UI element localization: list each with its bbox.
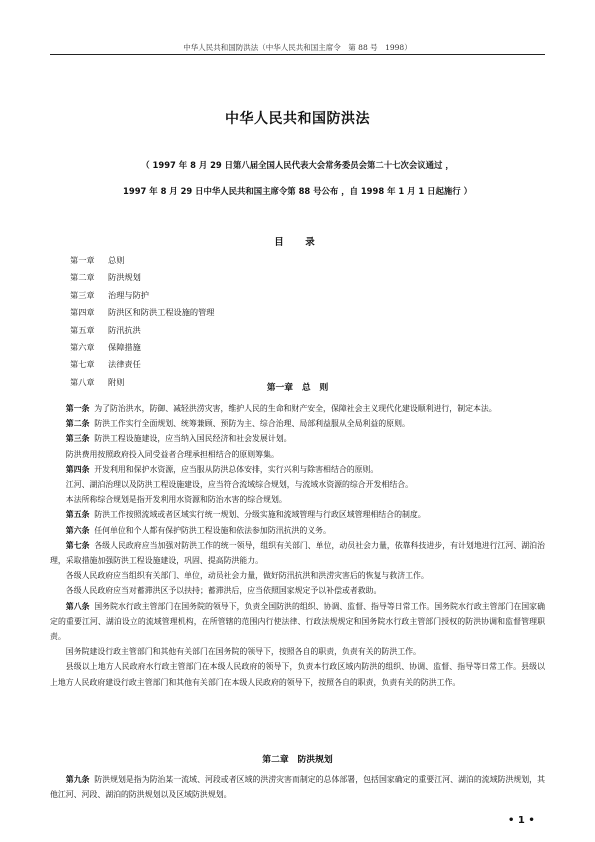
article-number: 第二条: [65, 419, 90, 429]
article-paragraph: [50, 492, 545, 507]
chapter-2-body: [50, 772, 545, 802]
toc-title: 目 录: [274, 237, 321, 248]
article-paragraph: [50, 447, 545, 462]
document-title: 中华人民共和国防洪法: [225, 111, 370, 127]
article-paragraph: [50, 507, 545, 522]
article-number: 第六条: [65, 525, 90, 535]
toc-item[interactable]: [70, 356, 470, 373]
article-text: 防洪工作按照流域或者区域实行统一规划、分级实施和流域管理与行政区域管理相结合的制度。: [94, 510, 426, 520]
article-text: 各级人民政府应当对蓄滞洪区予以扶持；蓄滞洪后，应当依照国家规定予以补偿或者救助。: [65, 586, 382, 596]
article-paragraph: [50, 659, 545, 689]
article-paragraph: [50, 462, 545, 477]
toc-chapter-number: 第七章: [70, 359, 95, 370]
toc-chapter-number: 第四章: [70, 307, 95, 318]
article-text: 各级人民政府应当组织有关部门、单位，动员社会力量，做好防汛抗洪和洪涝灾害后的恢复与救济工作。: [65, 571, 429, 581]
header-rule: [50, 54, 545, 55]
page-number: • 1 •: [508, 815, 535, 826]
article-text: 国务院水行政主管部门在国务院的领导下，负责全国防洪的组织、协调、监督、指导等日常工作。国务院水行政主管部门在国家确定的重要江河、湖泊设立的流域管理机构，在所管辖的范围内行使法律、行政法规规定和国务院水行政主管部门授权的防洪协调和监督管理职责。: [50, 601, 545, 642]
article-text: 防洪工程设施建设，应当纳入国民经济和社会发展计划。: [94, 434, 292, 444]
article-paragraph: [50, 523, 545, 538]
article-paragraph: [50, 644, 545, 659]
toc-chapter-name: 防汛抗洪: [108, 324, 141, 335]
toc-chapter-name: 防洪规划: [108, 272, 141, 283]
article-text: 为了防治洪水，防御、减轻洪涝灾害，维护人民的生命和财产安全，保障社会主义现代化建设顺利进行，制定本法。: [94, 404, 497, 413]
article-number: 第五条: [65, 510, 90, 520]
article-paragraph: [50, 401, 545, 416]
toc-chapter-name: 保障措施: [108, 341, 141, 352]
article-text: 防洪规划是指为防治某一流域、河段或者区域的洪涝灾害而制定的总体部署，包括国家确定的重要江河、湖泊的流域防洪规划，其他江河、河段、湖泊的防洪规划以及区域防洪规划。: [50, 775, 545, 800]
article-paragraph: [50, 583, 545, 598]
toc-item[interactable]: [70, 322, 470, 339]
article-paragraph: [50, 431, 545, 446]
toc-item[interactable]: [70, 339, 470, 356]
running-header: 中华人民共和国防洪法（中华人民共和国主席令 第 88 号 1998）: [183, 43, 412, 52]
article-text: 各级人民政府应当加强对防洪工作的统一领导，组织有关部门、单位，动员社会力量，依靠科技进步，有计划地进行江河、湖泊治理，采取措施加强防洪工程设施建设，巩固、提高防洪能力。: [50, 540, 545, 566]
toc-chapter-number: 第八章: [70, 376, 95, 387]
article-text: 江河、湖泊治理以及防洪工程设施建设，应当符合流域综合规划，与流域水资源的综合开发相结合。: [65, 480, 413, 490]
article-text: 本法所称综合规划是指开发利用水资源和防治水害的综合规划。: [65, 495, 287, 505]
article-text: 国务院建设行政主管部门和其他有关部门在国务院的领导下，按照各自的职责，负责有关的防洪工作。: [65, 647, 421, 657]
article-paragraph: [50, 416, 545, 431]
article-paragraph: [50, 772, 545, 802]
toc-chapter-name: 总则: [108, 255, 125, 265]
toc-chapter-name: 防洪区和防洪工程设施的管理: [108, 307, 215, 318]
table-of-contents: [70, 252, 470, 391]
toc-chapter-name: 治理与防护: [108, 289, 149, 300]
article-paragraph: [50, 568, 545, 583]
toc-chapter-number: 第五章: [70, 324, 95, 335]
article-number: 第七条: [65, 540, 90, 550]
toc-item[interactable]: [70, 287, 470, 304]
toc-chapter-number: 第三章: [70, 289, 95, 300]
article-text: 防洪工作实行全面规划、统筹兼顾、预防为主、综合治理、局部利益服从全局利益的原则。: [94, 419, 410, 429]
article-text: 任何单位和个人都有保护防洪工程设施和依法参加防汛抗洪的义务。: [94, 525, 331, 535]
toc-chapter-number: 第一章: [70, 255, 95, 265]
toc-chapter-name: 法律责任: [108, 359, 141, 370]
article-number: 第九条: [65, 775, 90, 784]
toc-chapter-number: 第六章: [70, 341, 95, 352]
toc-chapter-number: 第二章: [70, 272, 95, 283]
article-text: 开发利用和保护水资源，应当服从防洪总体安排，实行兴利与除害相结合的原则。: [94, 464, 379, 474]
article-paragraph: [50, 477, 545, 492]
article-number: 第三条: [65, 434, 90, 444]
chapter-1-heading: 第一章 总 则: [266, 383, 329, 393]
chapter-2-heading: 第二章 防洪规划: [262, 755, 333, 765]
article-paragraph: [50, 599, 545, 645]
chapter-1-body: [50, 401, 545, 690]
toc-item[interactable]: [70, 252, 470, 269]
article-number: 第八条: [65, 601, 90, 611]
article-number: 第四条: [65, 464, 90, 474]
article-text: 县级以上地方人民政府水行政主管部门在本级人民政府的领导下，负责本行政区域内防洪的组织、协调、监督、指导等日常工作。县级以上地方人民政府建设行政主管部门和其他有关部门在本级人民政府的领导下，按照各自的职责，负责有关的防洪工作。: [50, 662, 545, 687]
toc-item[interactable]: [70, 304, 470, 321]
adoption-note-line-1: （ 1997 年 8 月 29 日第八届全国人民代表大会常务委员会第二十七次会议通过 ，: [141, 160, 454, 170]
article-number: 第一条: [65, 404, 90, 413]
adoption-note-line-2: 1997 年 8 月 29 日中华人民共和国主席令第 88 号公布 ，自 1998 年 1 月 1 日起施行 ）: [123, 186, 472, 196]
toc-chapter-name: 附则: [108, 376, 125, 387]
article-paragraph: [50, 538, 545, 568]
toc-item[interactable]: [70, 269, 470, 286]
article-text: 防洪费用按照政府投入同受益者合理承担相结合的原则筹集。: [65, 449, 279, 459]
